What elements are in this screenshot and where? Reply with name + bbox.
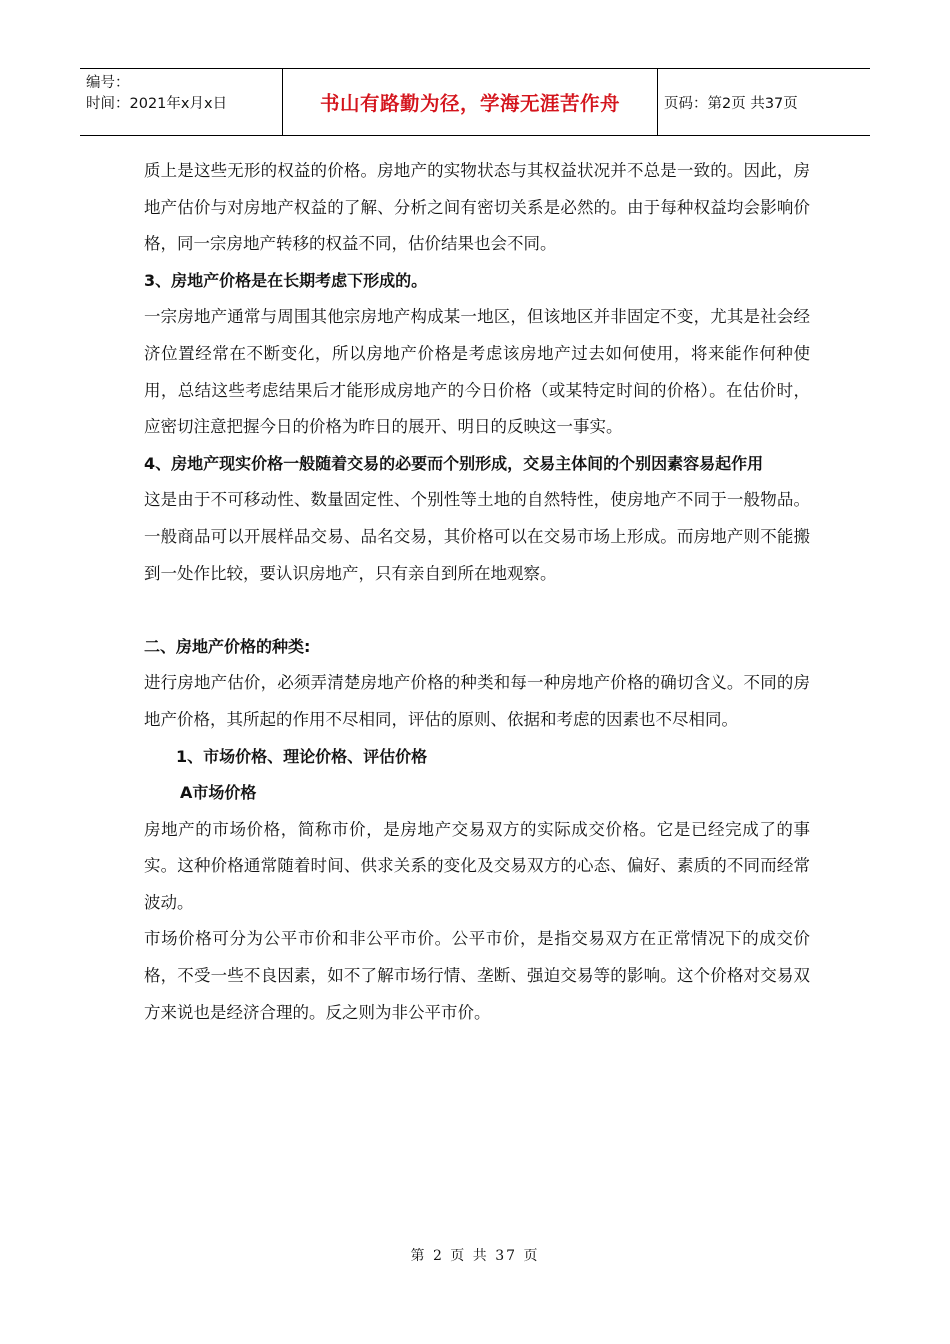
header-motto-cell xyxy=(283,69,658,135)
header-meta xyxy=(80,69,283,135)
section-heading: 4、房地产现实价格一般随着交易的必要而个别形成，交易主体间的个别因素容易起作用 xyxy=(144,453,764,473)
subsection-heading: 1、市场价格、理论价格、评估价格 xyxy=(176,746,428,766)
header-page-cell xyxy=(658,69,870,135)
page-header xyxy=(80,68,870,136)
body-paragraph: 房地产的市场价格，简称市价，是房地产交易双方的实际成交价格。它是已经完成了的事实。这种价格通常随着时间、供求关系的变化及交易双方的心态、偏好、素质的不同而经常波动。 xyxy=(144,819,810,912)
chapter-heading: 二、房地产价格的种类: xyxy=(144,636,311,656)
section-heading: 3、房地产价格是在长期考虑下形成的。 xyxy=(144,270,428,290)
header-page-number: 页码：第2页 共37页 xyxy=(664,95,798,112)
subsubsection-heading: A市场价格 xyxy=(180,783,257,803)
document-body xyxy=(144,153,810,1031)
document-number-label: 编号： xyxy=(86,75,130,91)
header-motto: 书山有路勤为径，学海无涯苦作舟 xyxy=(319,92,620,115)
page-footer: 第 2 页 共 37 页 xyxy=(410,1248,540,1264)
document-date: 时间：2021年x月x日 xyxy=(86,96,228,112)
body-paragraph: 进行房地产估价，必须弄清楚房地产价格的种类和每一种房地产价格的确切含义。不同的房地产价格，其所起的作用不尽相同，评估的原则、依据和考虑的因素也不尽相同。 xyxy=(144,673,810,729)
body-paragraph: 质上是这些无形的权益的价格。房地产的实物状态与其权益状况并不总是一致的。因此，房地产估价与对房地产权益的了解、分析之间有密切关系是必然的。由于每种权益均会影响价格，同一宗房地产转移的权益不同，估价结果也会不同。 xyxy=(144,161,810,254)
body-paragraph: 一宗房地产通常与周围其他宗房地产构成某一地区，但该地区并非固定不变，尤其是社会经济位置经常在不断变化，所以房地产价格是考虑该房地产过去如何使用，将来能作何种使用，总结这些考虑结果后才能形成房地产的今日价格（或某特定时间的价格）。在估价时，应密切注意把握今日的价格为昨日的展开、明日的反映这一事实。 xyxy=(144,307,810,437)
paragraph-spacer xyxy=(144,592,810,629)
body-paragraph: 这是由于不可移动性、数量固定性、个别性等土地的自然特性，使房地产不同于一般物品。一般商品可以开展样品交易、品名交易，其价格可以在交易市场上形成。而房地产则不能搬到一处作比较，要认识房地产，只有亲自到所在地观察。 xyxy=(144,490,810,583)
body-paragraph: 市场价格可分为公平市价和非公平市价。公平市价，是指交易双方在正常情况下的成交价格，不受一些不良因素，如不了解市场行情、垄断、强迫交易等的影响。这个价格对交易双方来说也是经济合理的。反之则为非公平市价。 xyxy=(144,929,810,1022)
